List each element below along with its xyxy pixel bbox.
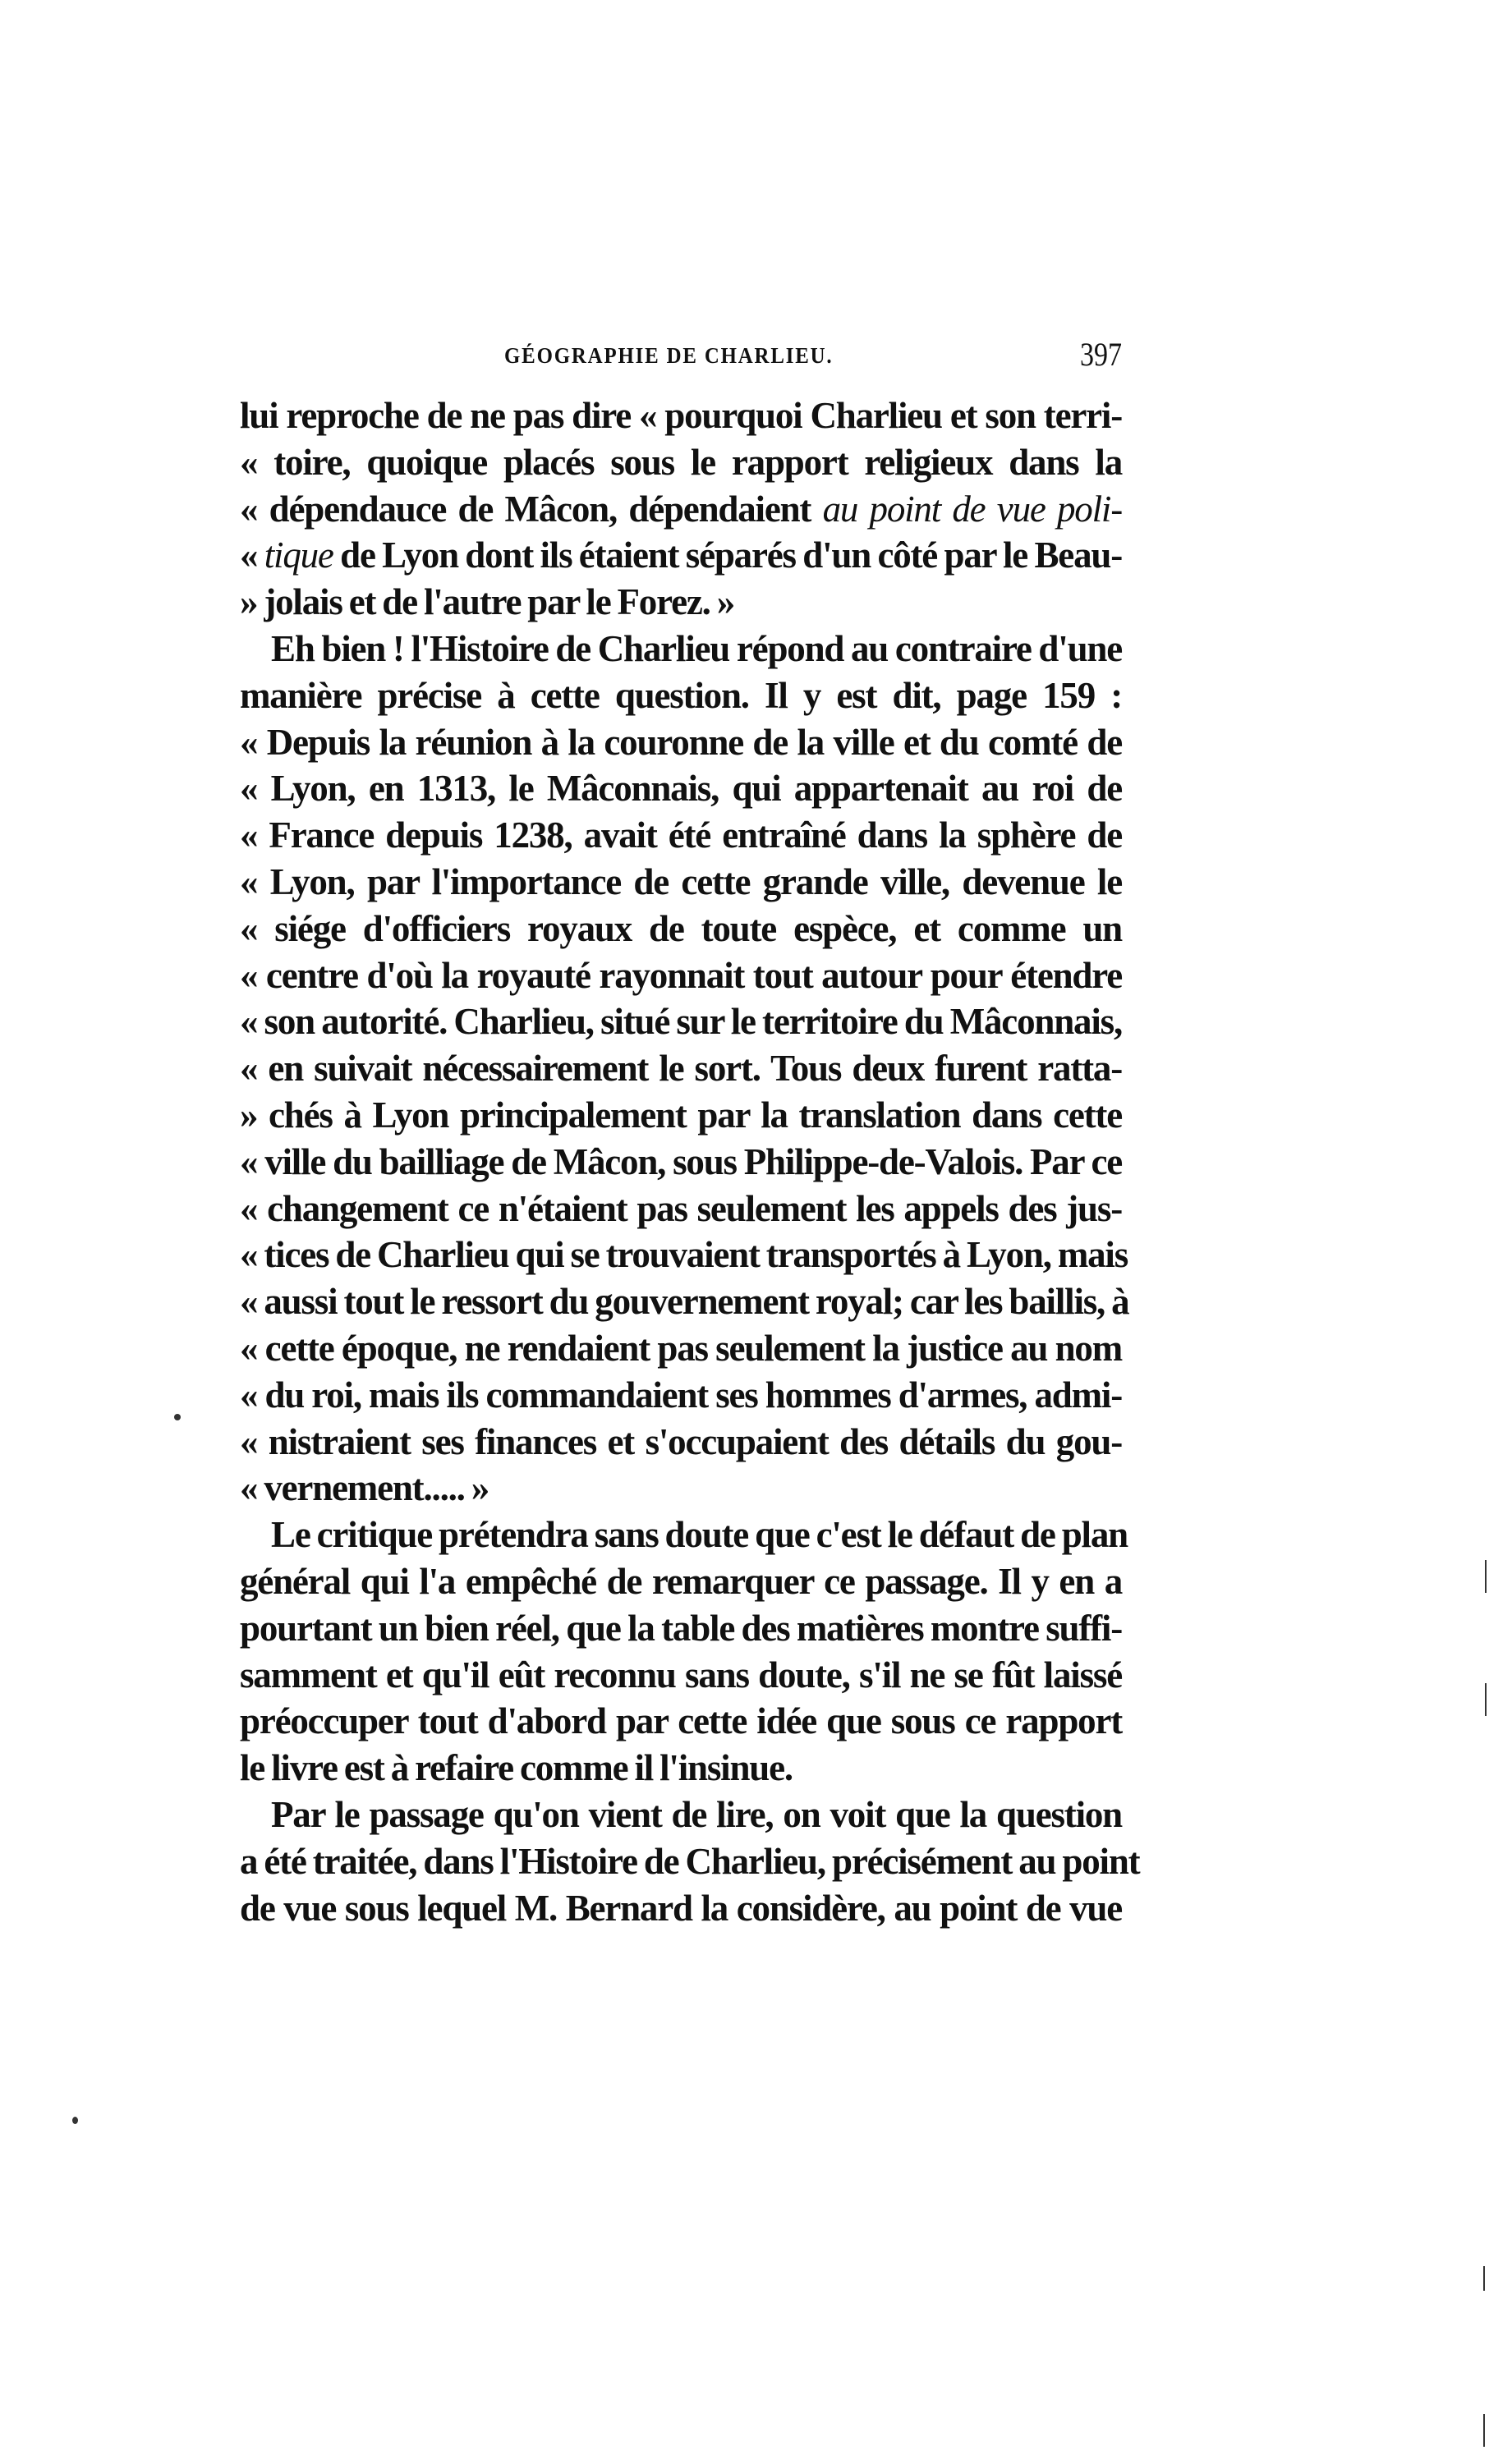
line-text: lui reproche de ne pas dire « pourquoi Charlieu et son terri-	[240, 395, 1122, 436]
text-line	[240, 1838, 1140, 1885]
line-text: « aussi tout le ressort du gouvernement royal; car les baillis, à	[240, 1281, 1129, 1323]
text-line	[240, 672, 1122, 719]
line-text: le livre est à refaire comme il l'insinue.	[240, 1747, 793, 1789]
line-text: «	[240, 535, 264, 576]
text-line	[240, 1232, 1128, 1278]
text-line	[240, 859, 1122, 906]
page-number: 397	[1080, 336, 1122, 373]
text-line	[240, 1139, 1122, 1186]
page-header	[240, 338, 1122, 384]
running-title: GÉOGRAPHIE DE CHARLIEU.	[504, 343, 834, 368]
text-line	[240, 1792, 1122, 1838]
line-text: Par le passage qu'on vient de lire, on voit que la question	[271, 1793, 1122, 1835]
line-text: « Lyon, en 1313, le Mâconnais, qui appartenait au roi de	[240, 768, 1122, 810]
text-line	[240, 486, 1122, 533]
scan-speck	[72, 2117, 78, 2124]
text-line	[240, 1092, 1122, 1139]
line-text: « cette époque, ne rendaient pas seulement la justice au nom	[240, 1327, 1122, 1369]
text-line	[240, 1885, 1122, 1932]
line-text: « France depuis 1238, avait été entraîné dans la sphère de	[240, 814, 1122, 856]
text-line	[240, 1745, 1122, 1792]
line-text: « du roi, mais ils commandaient ses hommes d'armes, admi-	[240, 1374, 1122, 1416]
text-line	[240, 1558, 1122, 1605]
text-line	[240, 952, 1122, 999]
line-text: samment et qu'il eût reconnu sans doute, s'il ne se fût laissé	[240, 1654, 1122, 1695]
text-line	[240, 626, 1122, 672]
text-line	[240, 532, 1122, 579]
line-text: général qui l'a empêché de remarquer ce passage. Il y en a	[240, 1560, 1122, 1602]
text-line	[240, 1278, 1129, 1325]
line-text: manière précise à cette question. Il y est dit, page 159 :	[240, 674, 1122, 716]
scan-edge-mark	[1485, 1683, 1487, 1716]
text-line	[240, 812, 1122, 859]
text-line	[240, 906, 1122, 952]
text-line	[240, 1698, 1122, 1745]
line-text: a été traitée, dans l'Histoire de Charlieu, précisément au point	[240, 1840, 1140, 1882]
text-line	[240, 1325, 1122, 1372]
text-line	[240, 719, 1122, 766]
line-text: « changement ce n'étaient pas seulement les appels des jus-	[240, 1187, 1122, 1229]
line-text: » chés à Lyon principalement par la translation dans cette	[240, 1094, 1122, 1136]
line-text: « nistraient ses finances et s'occupaient des détails du gou-	[240, 1420, 1122, 1462]
line-text: préoccuper tout d'abord par cette idée que sous ce rapport	[240, 1700, 1122, 1742]
italic-text: au point de vue poli-	[822, 488, 1122, 530]
italic-text: tique	[264, 535, 333, 576]
line-text: « Depuis la réunion à la couronne de la ville et du comté de	[240, 721, 1122, 763]
line-text: pourtant un bien réel, que la table des matières montre suffi-	[240, 1607, 1122, 1649]
text-line	[240, 439, 1122, 486]
text-line	[240, 1372, 1122, 1419]
line-text: « en suivait nécessairement le sort. Tous deux furent ratta-	[240, 1048, 1122, 1090]
line-text: de vue sous lequel M. Bernard la considère, au point de vue	[240, 1887, 1122, 1929]
text-line	[240, 765, 1122, 812]
scan-edge-mark	[1483, 2266, 1485, 2291]
text-line	[240, 1465, 1122, 1512]
line-text: « centre d'où la royauté rayonnait tout autour pour étendre	[240, 954, 1122, 996]
scan-edge-mark	[1485, 1560, 1487, 1593]
line-text: « vernement..... »	[240, 1467, 489, 1509]
text-line	[240, 1419, 1122, 1466]
line-text: Eh bien ! l'Histoire de Charlieu répond au contraire d'une	[271, 627, 1122, 669]
line-text: de Lyon dont ils étaient séparés d'un côté par le Beau-	[333, 535, 1122, 576]
text-line	[240, 998, 1122, 1045]
line-text: « Lyon, par l'importance de cette grande ville, devenue le	[240, 860, 1122, 902]
line-text: « siége d'officiers royaux de toute espèce, et comme un	[240, 907, 1122, 949]
text-line	[240, 1186, 1122, 1232]
text-line	[240, 1512, 1128, 1558]
text-line	[240, 579, 1122, 626]
text-line	[240, 1652, 1122, 1699]
line-text: Le critique prétendra sans doute que c'est le défaut de plan	[271, 1514, 1128, 1556]
scan-speck	[174, 1414, 181, 1420]
line-text: « dépendauce de Mâcon, dépendaient	[240, 488, 823, 530]
text-line	[240, 392, 1122, 439]
line-text: « tices de Charlieu qui se trouvaient transportés à Lyon, mais	[240, 1234, 1128, 1276]
line-text: « son autorité. Charlieu, situé sur le territoire du Mâconnais,	[240, 1001, 1122, 1043]
line-text: « toire, quoique placés sous le rapport religieux dans la	[240, 441, 1122, 483]
text-line	[240, 1045, 1122, 1092]
scan-edge-mark	[1483, 2414, 1485, 2447]
line-text: » jolais et de l'autre par le Forez. »	[240, 581, 735, 623]
line-text: « ville du bailliage de Mâcon, sous Philippe-de-Valois. Par ce	[240, 1140, 1122, 1182]
page-body-text	[240, 392, 1140, 1931]
text-line	[240, 1605, 1122, 1652]
